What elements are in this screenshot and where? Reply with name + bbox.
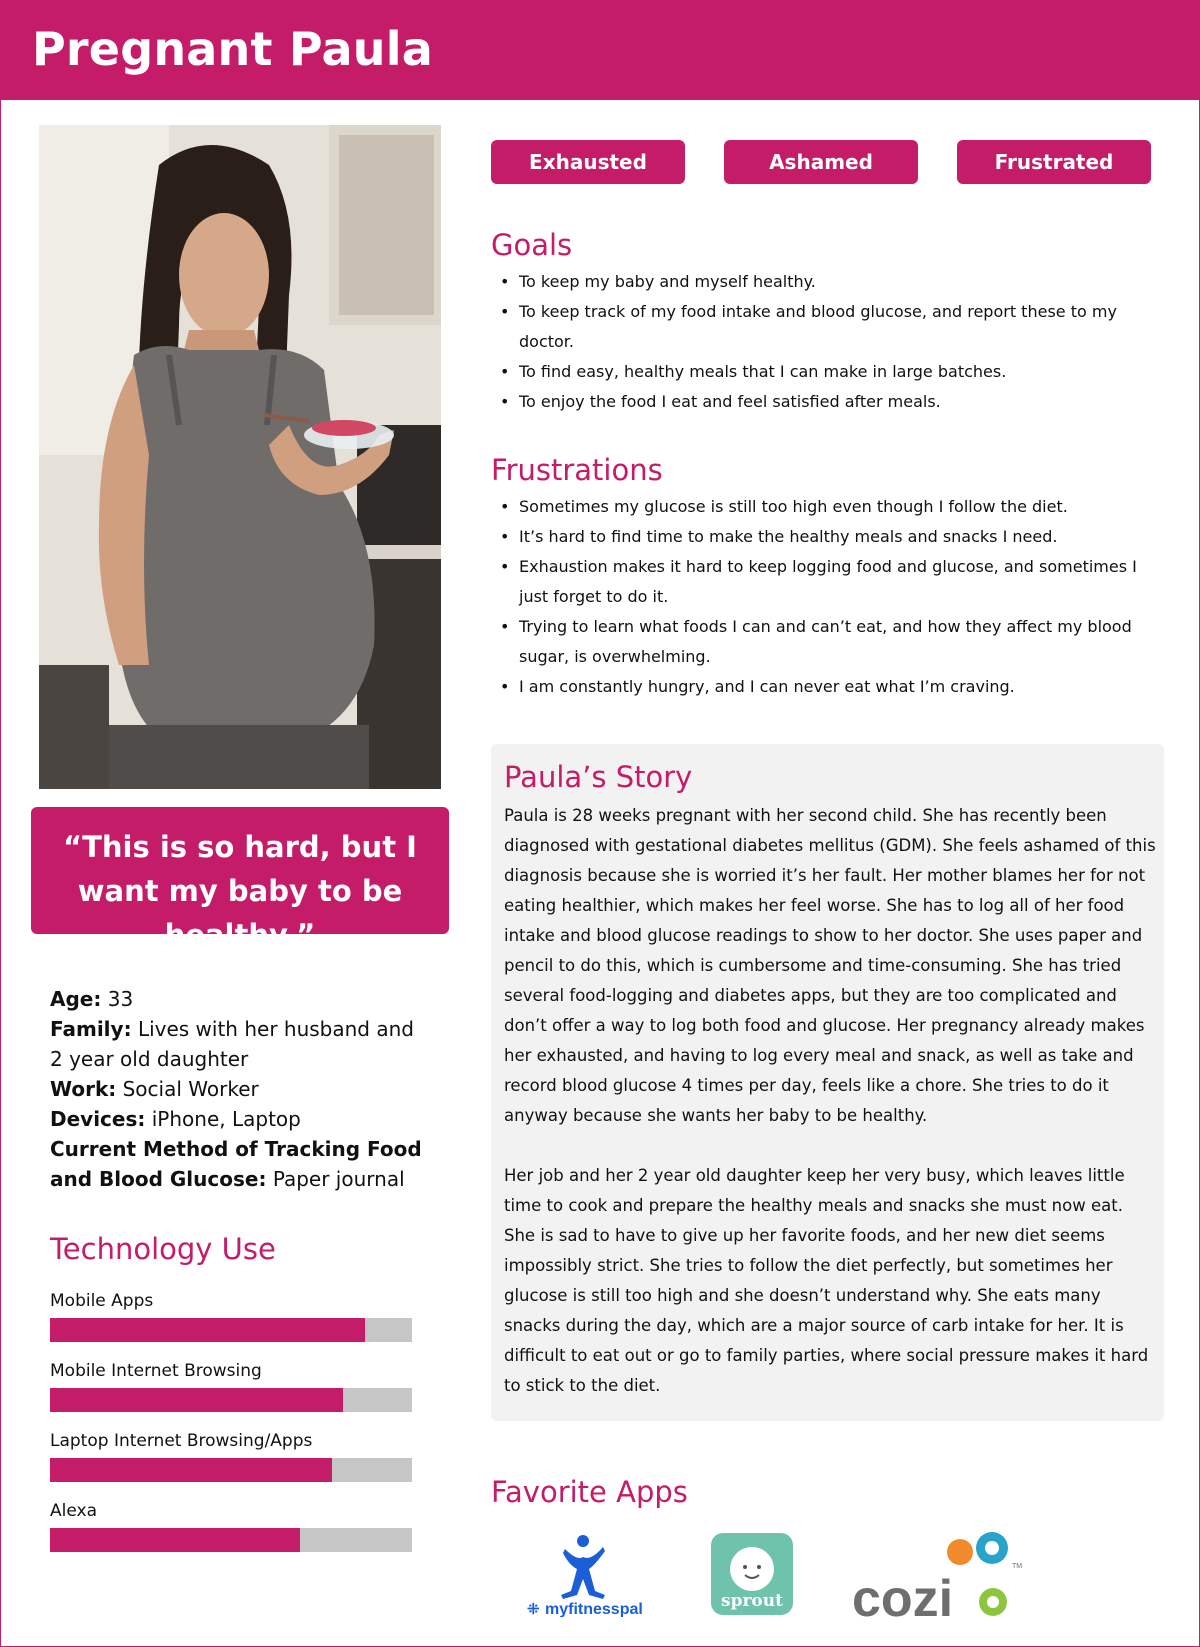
goal-item: • To find easy, healthy meals that I can make in large batches. xyxy=(492,357,1152,387)
myfitnesspal-logo xyxy=(505,1535,665,1617)
family-value: Lives with her husband and 2 year old daughter xyxy=(50,1017,414,1071)
work-label: Work: xyxy=(50,1077,117,1101)
favorite-apps-title: Favorite Apps xyxy=(491,1475,688,1509)
age-value: 33 xyxy=(107,987,134,1011)
persona-quote: “This is so hard, but I want my baby to be healthy.” xyxy=(31,807,449,934)
sprout-logo xyxy=(711,1533,793,1615)
frustration-item: • Trying to learn what foods I can and can’t eat, and how they affect my blood sugar, is overwhelming. xyxy=(492,612,1152,672)
age-label: Age: xyxy=(50,987,102,1011)
goals-list xyxy=(492,267,1152,417)
goal-item: • To keep my baby and myself healthy. xyxy=(492,267,1152,297)
tech-label-alexa: Alexa xyxy=(50,1501,97,1521)
persona-photo xyxy=(39,125,441,789)
story-title: Paula’s Story xyxy=(504,760,693,794)
tech-bar-mobile-browsing xyxy=(50,1388,412,1412)
emotion-tag-exhausted: Exhausted xyxy=(491,140,685,184)
demographics xyxy=(50,984,430,1194)
family-row xyxy=(50,1014,430,1074)
technology-title: Technology Use xyxy=(50,1232,276,1266)
cozi-wordmark: cozi xyxy=(852,1570,954,1620)
work-value: Social Worker xyxy=(122,1077,259,1101)
family-label: Family: xyxy=(50,1017,132,1041)
tech-bar-alexa xyxy=(50,1528,412,1552)
tech-bar-fill xyxy=(50,1388,343,1412)
myfitnesspal-wordmark: myfitnesspal xyxy=(545,1601,643,1617)
story-paragraph-2: Her job and her 2 year old daughter keep her very busy, which leaves little time to cook and prepare the healthy meals and snacks she must now eat. She is sad to have to give up her favorite foods, and her new diet seems impossibly strict. She tries to follow the diet perfectly, but sometimes her glucose is still too high and she doesn’t understand why. She eats many snacks during the day, which are a major source of carb intake for her. It is difficult to eat out or go to family parties, where social pressure makes it hard to stick to the diet. xyxy=(504,1166,1149,1395)
frustrations-title: Frustrations xyxy=(491,453,663,487)
tech-bar-mobile-apps xyxy=(50,1318,412,1342)
frustration-item: • It’s hard to find time to make the healthy meals and snacks I need. xyxy=(492,522,1152,552)
emotion-tag-frustrated: Frustrated xyxy=(957,140,1151,184)
frustrations-list xyxy=(492,492,1152,702)
cozi-trademark: TM xyxy=(1012,1563,1023,1570)
goals-title: Goals xyxy=(491,228,573,262)
tech-label-laptop: Laptop Internet Browsing/Apps xyxy=(50,1431,313,1451)
age-row xyxy=(50,984,430,1014)
method-row xyxy=(50,1134,430,1194)
tech-label-mobile-apps: Mobile Apps xyxy=(50,1291,154,1311)
story-paragraph-1: Paula is 28 weeks pregnant with her second child. She has recently been diagnosed with gestational diabetes mellitus (GDM). She feels ashamed of this diagnosis because she is worried it’s her fault. Her mother blames her for not eating healthier, which makes her feel worse. She has to log all of her food intake and blood glucose readings to show to her doctor. She uses paper and pencil to do this, which is cumbersome and time-consuming. She has tried several food-logging and diabetes apps, but they are too complicated and don’t offer a way to log both food and glucose. Her pregnancy already makes her exhausted, and having to log every meal and snack, as well as take and record blood glucose 4 times per day, feels like a chore. She tries to do it anyway because she wants her baby to be healthy. xyxy=(504,806,1156,1125)
tech-bar-fill xyxy=(50,1318,365,1342)
method-value: Paper journal xyxy=(272,1167,405,1191)
frustration-item: • Sometimes my glucose is still too high even though I follow the diet. xyxy=(492,492,1152,522)
devices-value: iPhone, Laptop xyxy=(151,1107,301,1131)
tech-bar-laptop xyxy=(50,1458,412,1482)
svg-text:⁜: ⁜ xyxy=(527,1601,540,1617)
emotion-tag-ashamed: Ashamed xyxy=(724,140,918,184)
devices-row xyxy=(50,1104,430,1134)
persona-title: Pregnant Paula xyxy=(32,22,433,76)
work-row xyxy=(50,1074,430,1104)
frustration-item: • I am constantly hungry, and I can never eat what I’m craving. xyxy=(492,672,1152,702)
cozi-logo xyxy=(852,1530,1038,1620)
tech-label-mobile-browsing: Mobile Internet Browsing xyxy=(50,1361,262,1381)
devices-label: Devices: xyxy=(50,1107,146,1131)
goal-item: • To enjoy the food I eat and feel satisfied after meals. xyxy=(492,387,1152,417)
goal-item: • To keep track of my food intake and blood glucose, and report these to my doctor. xyxy=(492,297,1152,357)
method-label: Current Method of Tracking Food and Blood Glucose: xyxy=(50,1137,422,1191)
sprout-wordmark: sprout xyxy=(721,1591,783,1611)
frustration-item: • Exhaustion makes it hard to keep logging food and glucose, and sometimes I just forget to do it. xyxy=(492,552,1152,612)
tech-bar-fill xyxy=(50,1458,332,1482)
story-panel xyxy=(491,744,1164,1421)
header-bar xyxy=(0,0,1200,100)
tech-bar-fill xyxy=(50,1528,300,1552)
